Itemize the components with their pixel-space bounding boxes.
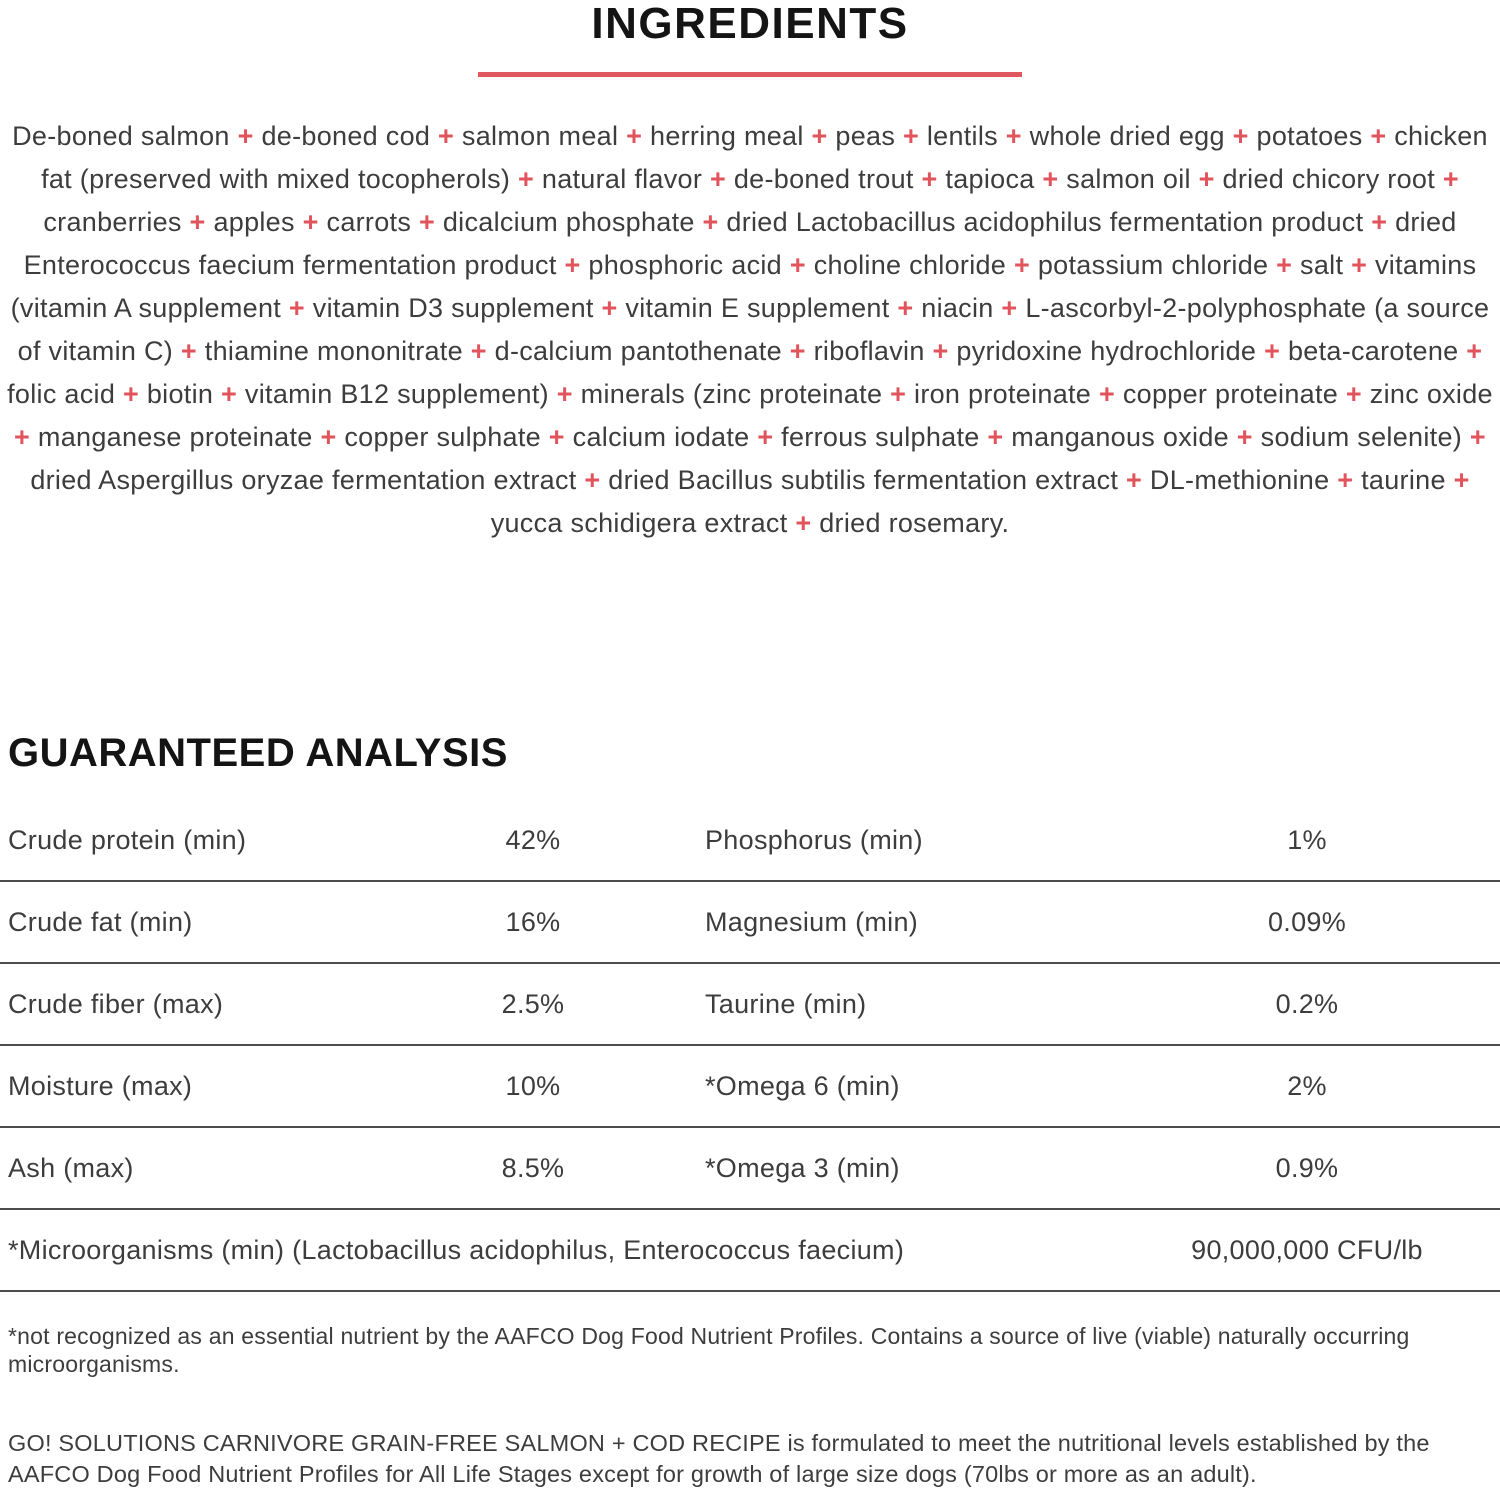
plus-separator: + [237, 121, 254, 151]
plus-separator: + [1001, 293, 1018, 323]
ga-nutrient-label: Crude fiber (max) [8, 988, 224, 1019]
plus-separator: + [1126, 465, 1143, 495]
ga-nutrient-label: *Omega 6 (min) [705, 1070, 900, 1101]
plus-separator: + [709, 164, 727, 194]
plus-separator: + [1466, 336, 1483, 366]
ga-nutrient-label: Magnesium (min) [705, 906, 919, 937]
ga-nutrient-value: 2% [1287, 1070, 1327, 1101]
plus-separator: + [757, 422, 774, 452]
ga-nutrient-value: 16% [505, 906, 561, 937]
guaranteed-analysis-table [0, 800, 1500, 1292]
plus-separator: + [221, 379, 238, 409]
ga-nutrient-value: 0.9% [1275, 1152, 1339, 1183]
plus-separator: + [548, 422, 565, 452]
plus-separator: + [897, 293, 914, 323]
plus-separator: + [1236, 422, 1253, 452]
ga-nutrient-value: 0.2% [1275, 988, 1339, 1019]
plus-separator: + [517, 164, 535, 194]
plus-separator: + [811, 121, 828, 151]
plus-separator: + [1005, 121, 1022, 151]
plus-separator: + [288, 293, 305, 323]
plus-separator: + [932, 336, 949, 366]
plus-separator: + [921, 164, 938, 194]
plus-separator: + [789, 250, 806, 280]
plus-separator: + [302, 207, 319, 237]
ga-nutrient-label: Crude protein (min) [8, 824, 247, 855]
ga-nutrient-value: 8.5% [501, 1152, 565, 1183]
microorganisms-label: *Microorganisms (min) (Lactobacillus acidophilus, Enterococcus faecium) [8, 1234, 905, 1265]
plus-separator: + [1042, 164, 1059, 194]
ga-nutrient-value: 42% [505, 824, 561, 855]
plus-separator: + [584, 465, 601, 495]
plus-separator: + [1370, 121, 1387, 151]
plus-separator: + [14, 422, 31, 452]
ga-nutrient-value: 2.5% [501, 988, 565, 1019]
ga-row [0, 964, 1500, 1046]
plus-separator: + [626, 121, 643, 151]
ga-nutrient-label: Crude fat (min) [8, 906, 193, 937]
ga-nutrient-label: Moisture (max) [8, 1070, 193, 1101]
ga-nutrient-label: Taurine (min) [705, 988, 867, 1019]
plus-separator: + [1351, 250, 1368, 280]
ga-row [0, 882, 1500, 964]
plus-separator: + [1442, 164, 1459, 194]
plus-separator: + [180, 336, 197, 366]
plus-separator: + [1453, 465, 1470, 495]
footnote-formulation-statement: GO! SOLUTIONS CARNIVORE GRAIN-FREE SALMON + COD RECIPE is formulated to meet the nutritional levels established by the AAFCO Dog Food Nutrient Profiles for All Life Stages except for growth of large size dogs (70lbs or more as an adult). [8, 1430, 1430, 1487]
plus-separator: + [789, 336, 806, 366]
ga-row [0, 1128, 1500, 1210]
plus-separator: + [418, 207, 436, 237]
plus-separator: + [1264, 336, 1281, 366]
ingredients-paragraph: De-boned salmon + de-boned cod + salmon meal + herring meal + peas + lentils + whole dried egg + potatoes + chicken fat (preserved with mixed tocopherols) + natural flavor + de-boned trout + tapioca + salmon oil + dried chicory root + cranberries + apples + carrots + dicalcium phosphate + dried Lactobacillus acidophilus fermentation product + dried Enterococcus faecium fermentation product + phosphoric acid + choline chloride + potassium chloride + salt + vitamins (vitamin A supplement + vitamin D3 supplement + vitamin E supplement + niacin + L-ascorbyl-2-polyphosphate (a source of vitamin C) + thiamine mononitrate + d-calcium pantothenate + riboflavin + pyridoxine hydrochloride + beta-carotene + folic acid + biotin + vitamin B12 supplement) + minerals (zinc proteinate + iron proteinate + copper proteinate + zinc oxide + manganese proteinate + copper sulphate + calcium iodate + ferrous sulphate + manganous oxide + sodium selenite) + dried Aspergillus oryzae fermentation extract + dried Bacillus subtilis fermentation extract + DL-methionine + taurine + yucca schidigera extract + dried rosemary. [7, 121, 1493, 538]
guaranteed-analysis-title: GUARANTEED ANALYSIS [8, 731, 508, 775]
plus-separator: + [438, 121, 455, 151]
ga-nutrient-value: 1% [1287, 824, 1327, 855]
ga-nutrient-value: 0.09% [1267, 906, 1347, 937]
ga-nutrient-value: 10% [505, 1070, 561, 1101]
ga-nutrient-label: *Omega 3 (min) [705, 1152, 900, 1183]
plus-separator: + [987, 422, 1004, 452]
plus-separator: + [320, 422, 337, 452]
microorganisms-row [0, 1210, 1500, 1292]
ga-row [0, 1046, 1500, 1128]
footnote-aafco-nutrient: *not recognized as an essential nutrient by the AAFCO Dog Food Nutrient Profiles. Contains a source of live (viable) naturally occurring microorganisms. [8, 1323, 1410, 1377]
plus-separator: + [189, 207, 206, 237]
plus-separator: + [556, 379, 573, 409]
plus-separator: + [902, 121, 920, 151]
plus-separator: + [564, 250, 581, 280]
plus-separator: + [1232, 121, 1249, 151]
plus-separator: + [702, 207, 719, 237]
plus-separator: + [1337, 465, 1354, 495]
microorganisms-value: 90,000,000 CFU/lb [1191, 1234, 1423, 1265]
ingredients-title: INGREDIENTS [591, 0, 909, 48]
plus-separator: + [1198, 164, 1215, 194]
ga-row [0, 800, 1500, 882]
ga-nutrient-label: Ash (max) [8, 1152, 134, 1183]
plus-separator: + [1371, 207, 1388, 237]
plus-separator: + [1469, 422, 1486, 452]
plus-separator: + [1098, 379, 1116, 409]
plus-separator: + [470, 336, 487, 366]
plus-separator: + [1276, 250, 1293, 280]
plus-separator: + [122, 379, 140, 409]
plus-separator: + [601, 293, 618, 323]
ga-nutrient-label: Phosphorus (min) [705, 824, 923, 855]
title-underline-rule [478, 72, 1022, 77]
plus-separator: + [795, 508, 812, 538]
plus-separator: + [1013, 250, 1031, 280]
plus-separator: + [1345, 379, 1362, 409]
plus-separator: + [890, 379, 907, 409]
